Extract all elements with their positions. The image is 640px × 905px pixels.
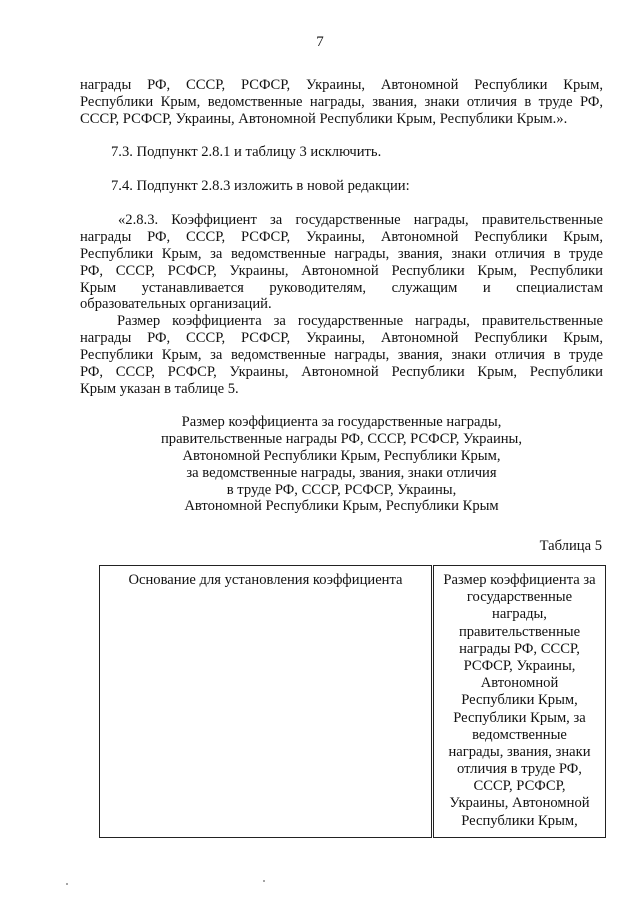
item-7-3 xyxy=(111,144,601,161)
table-heading xyxy=(80,414,603,515)
table-heading-line: Автономной Республики Крым, Республики Крым xyxy=(184,498,499,515)
table-header-coefficient-line: государственные xyxy=(466,589,573,606)
paragraph-size-line: Размер коэффициента за государственные награды, правительственные xyxy=(117,313,603,329)
table-header-basis-text: Основание для установления коэффициента xyxy=(128,572,403,588)
paragraph-2-8-3 xyxy=(80,212,603,313)
paragraph-size-line: Крым указан в таблице 5. xyxy=(80,380,239,397)
item-7-3-text: 7.3. Подпункт 2.8.1 и таблицу 3 исключить. xyxy=(111,144,382,160)
intro-paragraph xyxy=(80,77,603,128)
paragraph-2-8-3-line: награды РФ, СССР, РСФСР, Украины, Автономной Республики Крым, xyxy=(80,228,603,245)
table-heading-line: Размер коэффициента за государственные награды, xyxy=(181,414,502,430)
table-header-coefficient-line: награды, xyxy=(492,606,547,623)
table-header-coefficient-line: Размер коэффициента за xyxy=(443,572,596,588)
paragraph-2-8-3-line: Крым устанавливается руководителям, служащим и специалистам xyxy=(80,279,603,296)
table-header-coefficient-line: ведомственные xyxy=(472,726,567,743)
item-7-4-text: 7.4. Подпункт 2.8.3 изложить в новой редакции: xyxy=(111,178,410,194)
table-header-coefficient-line: отличия в труде РФ, xyxy=(457,761,582,778)
table-header-coefficient-line: Республики Крым, xyxy=(461,812,578,829)
table-header-coefficient-line: награды РФ, СССР, xyxy=(459,640,580,657)
table-heading-line: в труде РФ, СССР, РСФСР, Украины, xyxy=(226,481,457,498)
coefficient-table xyxy=(99,565,606,838)
table-header-coefficient-line: Республики Крым, xyxy=(461,692,578,709)
paragraph-size xyxy=(80,313,603,397)
intro-line: СССР, РСФСР, Украины, Автономной Республики Крым, Республики Крым.». xyxy=(80,110,568,127)
paragraph-2-8-3-line: Республики Крым, за ведомственные награды, звания, знаки отличия в труде xyxy=(80,245,603,262)
table-header-coefficient-line: Украины, Автономной xyxy=(449,795,590,812)
table-header-coefficient xyxy=(433,566,606,838)
table-header-coefficient-line: правительственные xyxy=(458,623,581,640)
page-number: 7 xyxy=(316,34,324,50)
table-heading-line: за ведомственные награды, звания, знаки отличия xyxy=(186,464,497,481)
table-header-coefficient-line: Республики Крым, за xyxy=(453,709,586,726)
paragraph-size-line: награды РФ, СССР, РСФСР, Украины, Автономной Республики Крым, xyxy=(80,329,603,346)
scan-speck xyxy=(263,880,265,882)
table-label: Таблица 5 xyxy=(539,538,602,554)
table-header-coefficient-line: РСФСР, Украины, xyxy=(463,657,576,674)
paragraph-size-line: РФ, СССР, РСФСР, Украины, Автономной Республики Крым, Республики xyxy=(80,363,603,380)
scan-speck xyxy=(66,883,68,885)
table-row xyxy=(100,566,606,838)
paragraph-2-8-3-line: «2.8.3. Коэффициент за государственные награды, правительственные xyxy=(118,212,603,228)
table-header-coefficient-line: Автономной xyxy=(480,675,559,692)
table-header-coefficient-line: СССР, РСФСР, xyxy=(473,778,566,795)
intro-line: Республики Крым, ведомственные награды, звания, знаки отличия в труде РФ, xyxy=(80,93,603,110)
table-header-basis xyxy=(100,566,433,838)
intro-line: награды РФ, СССР, РСФСР, Украины, Автономной Республики Крым, xyxy=(80,77,603,93)
table-heading-line: Автономной Республики Крым, Республики Крым, xyxy=(182,447,501,464)
paragraph-size-line: Республики Крым, за ведомственные награды, звания, знаки отличия в труде xyxy=(80,346,603,363)
table-heading-line: правительственные награды РФ, СССР, РСФСР, Украины, xyxy=(160,430,523,447)
paragraph-2-8-3-line: образовательных организаций. xyxy=(80,296,272,313)
paragraph-2-8-3-line: РФ, СССР, РСФСР, Украины, Автономной Республики Крым, Республики xyxy=(80,262,603,279)
table-header-coefficient-line: награды, звания, знаки xyxy=(448,743,591,760)
item-7-4 xyxy=(111,178,601,195)
